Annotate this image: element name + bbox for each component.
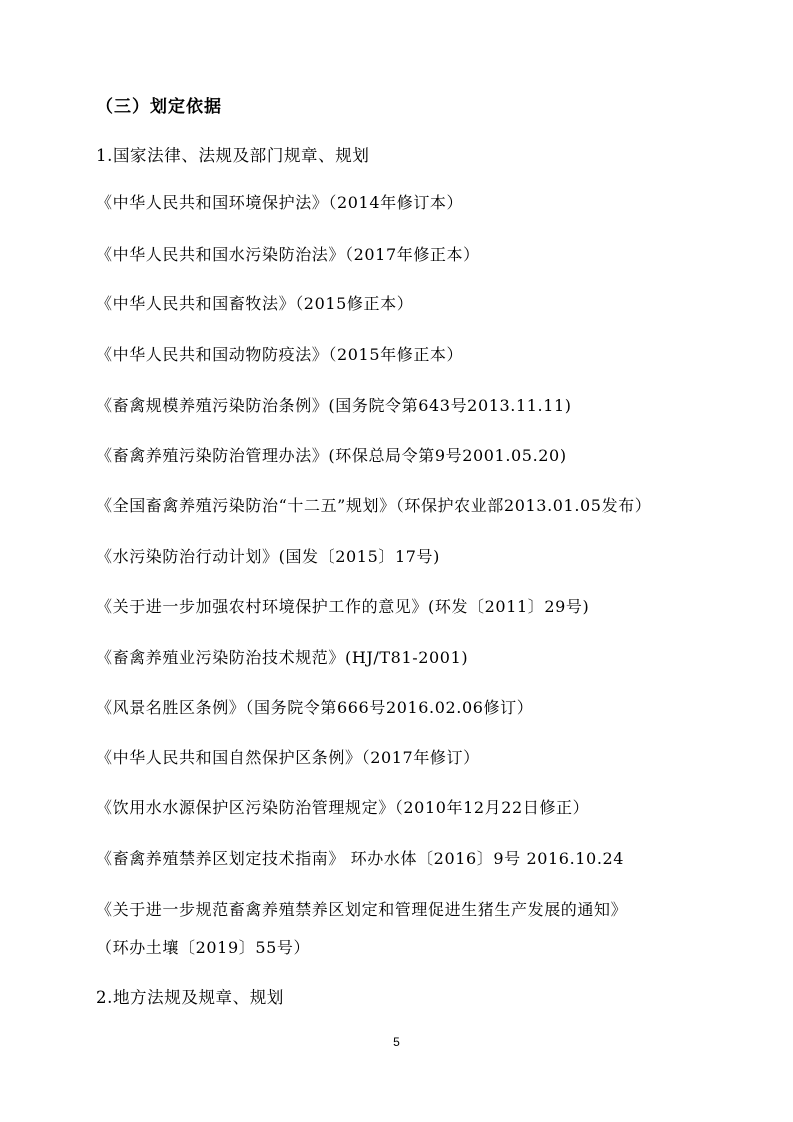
page-number: 5 [393, 1035, 400, 1049]
reference-item: 《水污染防治行动计划》(国发〔2015〕17号) [96, 547, 440, 566]
reference-item: 《关于进一步规范畜禽养殖禁养区划定和管理促进生猪生产发展的通知》 [96, 900, 628, 919]
subsection-heading-national: 1.国家法律、法规及部门规章、规划 [96, 146, 370, 165]
reference-item: 《畜禽规模养殖污染防治条例》(国务院令第643号2013.11.11) [96, 396, 572, 415]
reference-item: 《畜禽养殖污染防治管理办法》(环保总局令第9号2001.05.20) [96, 446, 567, 465]
reference-item: 《全国畜禽养殖污染防治“十二五”规划》（环保护农业部2013.01.05发布） [96, 496, 652, 515]
reference-item: 《关于进一步加强农村环境保护工作的意见》(环发〔2011〕29号) [96, 597, 590, 616]
reference-item: 《畜禽养殖业污染防治技术规范》(HJ/T81-2001) [96, 648, 469, 667]
reference-item: 《畜禽养殖禁养区划定技术指南》 环办水体〔2016〕9号 2016.10.24 [96, 849, 625, 868]
reference-item: 《中华人民共和国畜牧法》（2015修正本） [96, 294, 414, 313]
subsection-heading-local: 2.地方法规及规章、规划 [96, 988, 284, 1007]
reference-item: 《中华人民共和国动物防疫法》（2015年修正本） [96, 345, 464, 364]
reference-item: 《中华人民共和国环境保护法》（2014年修订本） [96, 193, 464, 212]
reference-item: 《饮用水水源保护区污染防治管理规定》（2010年12月22日修正） [96, 798, 590, 817]
reference-item: 《风景名胜区条例》（国务院令第666号2016.02.06修订） [96, 698, 534, 717]
reference-item: 《中华人民共和国水污染防治法》（2017年修正本） [96, 245, 480, 264]
reference-item: 《中华人民共和国自然保护区条例》（2017年修订） [96, 748, 480, 767]
section-heading: （三）划定依据 [96, 97, 222, 117]
reference-item-continuation: （环办土壤〔2019〕55号） [96, 938, 311, 957]
